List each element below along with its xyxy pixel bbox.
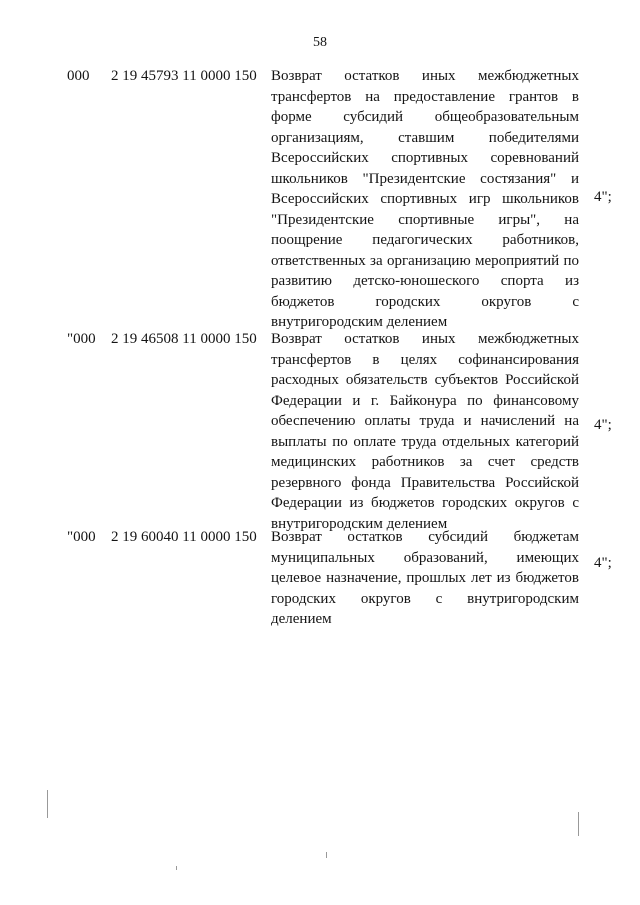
scan-artifact: [176, 866, 177, 870]
budget-classification-code: 2 19 46508 11 0000 150: [111, 331, 257, 347]
administrator-code: 000: [67, 68, 90, 84]
row-suffix: 4";: [594, 189, 612, 205]
income-description: Возврат остатков иных межбюджетных трансфертов на предоставление грантов в форме субсидий общеобразовательным организациям, ставшим победителями Всероссийских спортивных соревнований школьников "Президентские состязания" и Всероссийских спортивных игр школьников "Президентские спортивные игры", на поощрение педагогических работников, ответственных за организацию мероприятий по развитию детско-юношеского спорта из бюджетов городских округов с внутригородским делением: [271, 68, 579, 330]
row-suffix: 4";: [594, 417, 612, 433]
scan-artifact: [47, 790, 48, 818]
income-description: Возврат остатков иных межбюджетных трансфертов в целях софинансирования расходных обязательств субъектов Российской Федерации и г. Байконура по финансовому обеспечению оплаты труда и начислений на выплаты по оплате труда отдельных категорий медицинских работников за счет средств резервного фонда Правительства Российской Федерации из бюджетов городских округов с внутригородским делением: [271, 331, 579, 532]
scan-artifact: [578, 812, 579, 836]
administrator-code: "000: [67, 331, 96, 347]
administrator-code: "000: [67, 529, 96, 545]
budget-classification-code: 2 19 60040 11 0000 150: [111, 529, 257, 545]
row-suffix: 4";: [594, 555, 612, 571]
page-number: 58: [313, 35, 327, 50]
income-description: Возврат остатков субсидий бюджетам муниципальных образований, имеющих целевое назначение, прошлых лет из бюджетов городских округов с внутригородским делением: [271, 529, 579, 627]
scan-artifact: [326, 852, 327, 858]
budget-classification-code: 2 19 45793 11 0000 150: [111, 68, 257, 84]
